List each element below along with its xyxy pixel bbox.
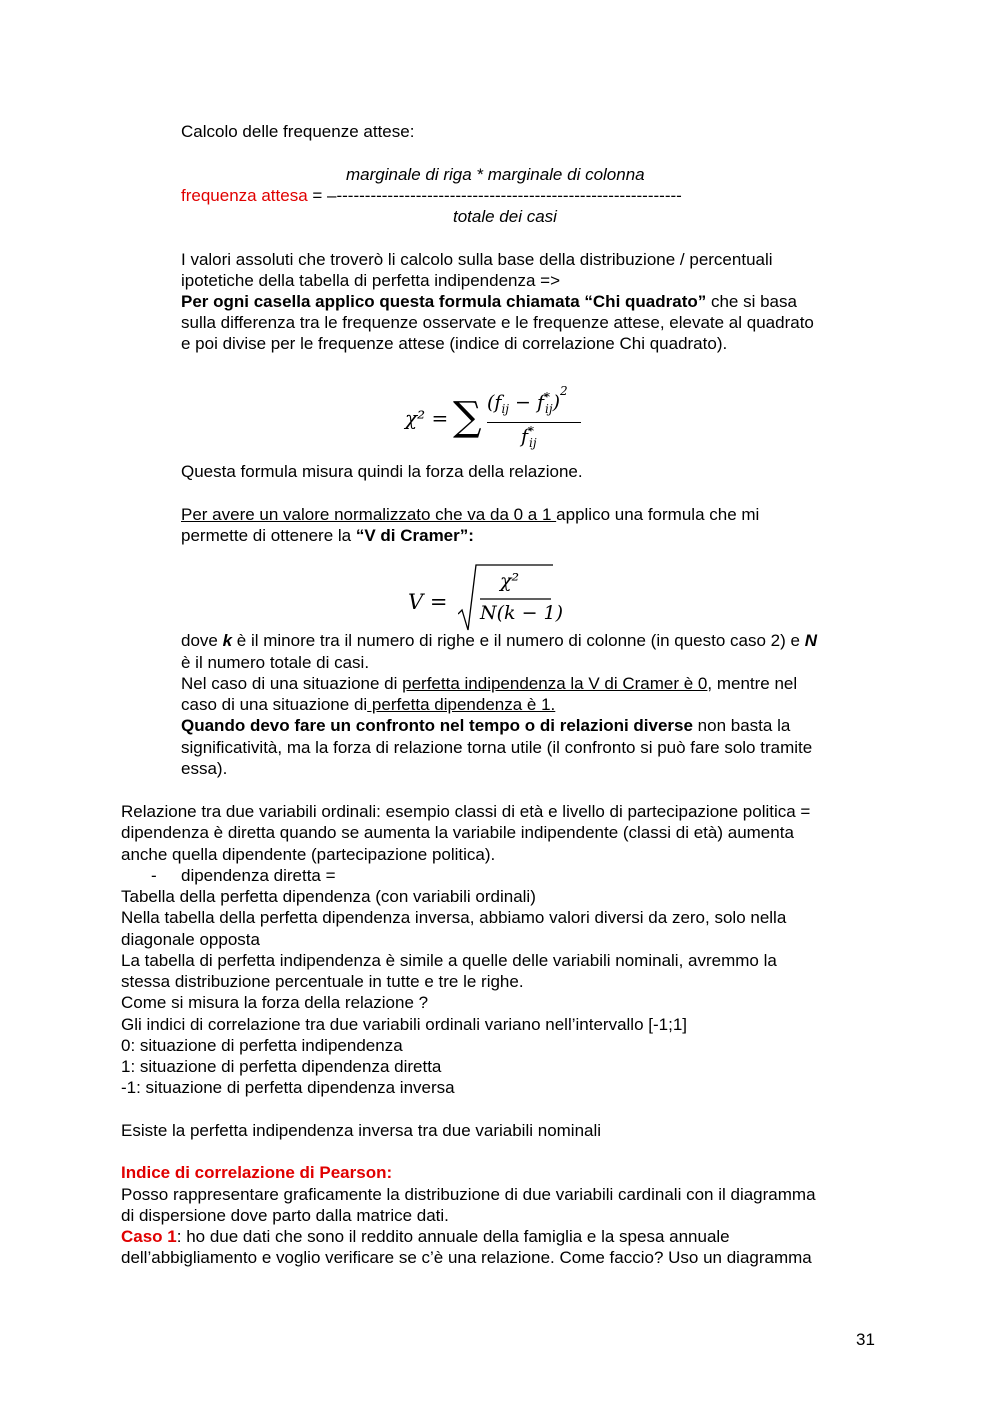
num-star: * — [544, 390, 551, 404]
paragraph-line: Tabella della perfetta dipendenza (con variabili ordinali) — [121, 887, 536, 906]
fraction-denominator: totale dei casi — [453, 207, 557, 226]
paragraph-line: anche quella dipendente (partecipazione politica). — [121, 845, 496, 864]
v-numerator: χ² — [500, 570, 520, 592]
num-open: (f — [487, 391, 502, 414]
var-n: N — [804, 631, 817, 650]
text-span: caso di una situazione di — [181, 695, 368, 714]
bullet-dash: - — [151, 866, 157, 885]
chi-square-formula — [405, 384, 585, 454]
paragraph-line: La tabella di perfetta indipendenza è simile a quelle delle variabili nominali, avremmo la — [121, 951, 777, 970]
underlined-text: perfetta indipendenza la V di Cramer è 0 — [402, 674, 708, 693]
text-span: dove — [181, 631, 223, 650]
paragraph-line — [181, 504, 759, 525]
paragraph-line — [181, 525, 474, 546]
den-sub: ij — [529, 436, 537, 451]
fraction-line: –------------------------------------------------------------- — [327, 186, 682, 205]
text-span: Nel caso di una situazione di — [181, 674, 403, 693]
num-minus: − f — [509, 391, 545, 414]
num-sub: ij — [501, 402, 510, 417]
bold-text: Quando devo fare un confronto nel tempo o di relazioni diverse — [181, 716, 693, 735]
paragraph-line: stessa distribuzione percentuale in tutte e tre le righe. — [121, 972, 524, 991]
text-span: , mentre nel — [707, 674, 798, 693]
heading-expected-frequencies: Calcolo delle frequenze attese: — [181, 122, 415, 141]
paragraph-line: 1: situazione di perfetta dipendenza diretta — [121, 1057, 442, 1076]
fraction-numerator: marginale di riga * marginale di colonna — [346, 165, 645, 184]
text-span: applico una formula che mi — [556, 505, 760, 524]
paragraph-line: Questa formula misura quindi la forza della relazione. — [181, 462, 583, 481]
v-lhs: V = — [408, 590, 448, 614]
var-k: k — [222, 631, 233, 650]
paragraph-line: è il numero totale di casi. — [181, 653, 370, 672]
num-sub2: ij — [545, 402, 553, 417]
paragraph-line: sulla differenza tra le frequenze osservate e le frequenze attese, elevate al quadrato — [181, 313, 814, 332]
paragraph-line: diagonale opposta — [121, 930, 260, 949]
formula-numerator — [487, 384, 568, 417]
paragraph-line: e poi divise per le frequenze attese (indice di correlazione Chi quadrato). — [181, 334, 728, 353]
paragraph-line: Gli indici di correlazione tra due variabili ordinali variano nell’intervallo [-1;1] — [121, 1015, 687, 1034]
paragraph-line: Come si misura la forza della relazione ? — [121, 993, 429, 1012]
paragraph-line — [181, 694, 555, 715]
text-span: è il minore tra il numero di righe e il numero di colonne (in questo caso 2) e — [232, 631, 805, 650]
caso-label: Caso 1 — [121, 1227, 177, 1246]
paragraph-line: dell’abbigliamento e voglio verificare se c’è una relazione. Come faccio? Uso un diagramma — [121, 1248, 812, 1267]
den-f: f — [521, 425, 529, 448]
chi-square-intro-bold: Per ogni casella applico questa formula chiamata “Chi quadrato” — [181, 292, 707, 311]
bullet-text: dipendenza diretta = — [181, 866, 336, 885]
paragraph-line — [181, 673, 797, 694]
cramer-v-bold: “V di Cramer”: — [355, 526, 474, 545]
paragraph-line: Posso rappresentare graficamente la distribuzione di due variabili cardinali con il diagramma — [121, 1185, 816, 1204]
formula-denominator — [521, 424, 537, 450]
paragraph-line: I valori assoluti che troverò li calcolo sulla base della distribuzione / percentuali — [181, 250, 773, 269]
sum-symbol: ∑ — [453, 394, 482, 440]
paragraph-line: Esiste la perfetta indipendenza inversa tra due variabili nominali — [121, 1121, 602, 1140]
underlined-text: Per avere un valore normalizzato che va da 0 a 1 — [181, 505, 557, 524]
fraction-equals: = — [307, 186, 328, 205]
text-span: permette di ottenere la — [181, 526, 356, 545]
page-number: 31 — [856, 1330, 875, 1349]
paragraph-line: -1: situazione di perfetta dipendenza inversa — [121, 1078, 455, 1097]
num-exp: 2 — [560, 384, 568, 398]
fraction-bar — [487, 422, 581, 423]
paragraph-line: 0: situazione di perfetta indipendenza — [121, 1036, 403, 1055]
num-close: ) — [552, 391, 561, 414]
fraction-label: frequenza attesa — [181, 186, 308, 205]
paragraph-line — [181, 630, 817, 651]
paragraph-line — [121, 1226, 730, 1247]
paragraph-line: dipendenza è diretta quando se aumenta la variabile indipendente (classi di età) aumenta — [121, 823, 794, 842]
paragraph-line: essa). — [181, 759, 228, 778]
cramer-v-formula — [408, 560, 568, 632]
text-span: che si basa — [706, 292, 797, 311]
pearson-heading: Indice di correlazione di Pearson: — [121, 1163, 393, 1182]
v-denominator: N(k − 1) — [480, 602, 564, 624]
paragraph-line: significatività, ma la forza di relazione torna utile (il confronto si può fare solo tramite — [181, 738, 813, 757]
paragraph-line — [181, 291, 797, 312]
formula-lhs: χ² = — [405, 406, 449, 430]
paragraph-line: di dispersione dove parto dalla matrice dati. — [121, 1206, 449, 1225]
den-star: * — [528, 424, 535, 438]
text-span: : ho due dati che sono il reddito annuale della famiglia e la spesa annuale — [176, 1227, 730, 1246]
paragraph-line: Relazione tra due variabili ordinali: esempio classi di età e livello di partecipazione politica = — [121, 802, 811, 821]
fraction-row — [181, 185, 682, 206]
paragraph-line: ipotetiche della tabella di perfetta indipendenza => — [181, 271, 561, 290]
paragraph-line — [181, 715, 790, 736]
underlined-text: perfetta dipendenza è 1. — [367, 695, 556, 714]
text-span: non basta la — [692, 716, 791, 735]
paragraph-line: Nella tabella della perfetta dipendenza inversa, abbiamo valori diversi da zero, solo nella — [121, 908, 787, 927]
